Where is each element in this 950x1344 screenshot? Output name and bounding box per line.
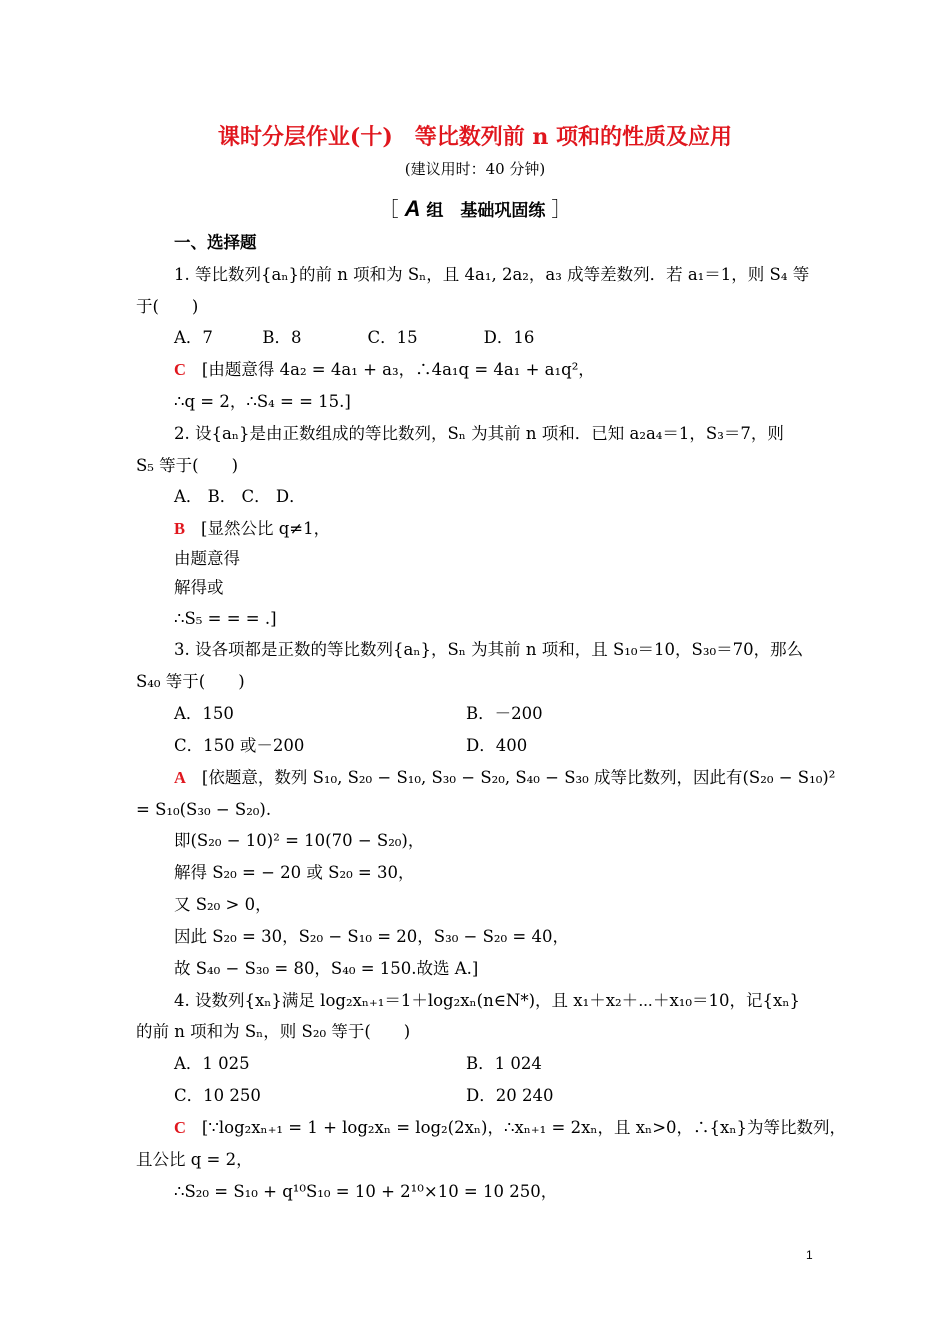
group-bracket-right: ］ — [551, 197, 572, 221]
q2-solution-text: [显然公比 q≠1， — [201, 519, 331, 538]
group-label: 组 基础巩固练 — [426, 201, 546, 221]
q3-solution-line5: 又 S₂₀ > 0， — [174, 895, 272, 914]
q3-solution-line2: = S₁₀(S₃₀ − S₂₀). — [136, 800, 272, 819]
q3-solution-line7: 故 S₄₀ − S₃₀ = 80，S₄₀ = 150.故选 A.] — [174, 959, 479, 978]
q1-solution-text: [由题意得 4a₂ = 4a₁ + a₃，∴4a₁q = 4a₁ + a₁q²， — [201, 360, 595, 379]
q2-stem-cont: S₅ 等于( ) — [136, 456, 239, 475]
q4-option-d: D．20 240 — [466, 1086, 554, 1105]
q3-stem: 3. 设各项都是正数的等比数列{aₙ}，Sₙ 为其前 n 项和，且 S₁₀＝10，S₃₀＝70，那么 — [174, 640, 804, 659]
q3-option-d: D．400 — [466, 736, 528, 755]
q3-option-row1 — [174, 703, 854, 725]
q4-stem-cont: 的前 n 项和为 Sₙ，则 S₂₀ 等于( ) — [136, 1022, 411, 1041]
q2-answer: B — [174, 519, 186, 538]
q1-answer: C — [174, 360, 186, 379]
page-number: 1 — [806, 1248, 813, 1262]
q2-solution-line4: ∴S₅ = = = .] — [174, 609, 277, 628]
q4-solution — [174, 1117, 854, 1139]
q4-stem: 4. 设数列{xₙ}满足 log₂xₙ₊₁＝1＋log₂xₙ(n∈N*)，且 x₁＋x₂＋⋯＋x₁₀＝10，记{xₙ} — [174, 991, 800, 1010]
q4-option-row1 — [174, 1053, 854, 1075]
q1-stem: 1. 等比数列{aₙ}的前 n 项和为 Sₙ，且 4a₁, 2a₂，a₃ 成等差数列．若 a₁＝1，则 S₄ 等 — [174, 265, 810, 284]
q2-solution — [174, 518, 854, 540]
q1-options: A．7 B．8 C．15 D．16 — [174, 328, 535, 347]
q4-option-c: C．10 250 — [174, 1086, 261, 1105]
group-letter: A — [404, 196, 421, 221]
q3-option-c: C．150 或－200 — [174, 736, 305, 755]
q3-option-row2 — [174, 735, 854, 757]
q3-answer: A — [174, 768, 186, 787]
q4-option-row2 — [174, 1085, 854, 1107]
q1-solution — [174, 359, 854, 381]
q2-solution-line3: 解得或 — [174, 578, 224, 597]
q4-solution-line3: ∴S₂₀ = S₁₀ + q¹⁰S₁₀ = 10 + 2¹⁰×10 = 10 250， — [174, 1182, 558, 1201]
q3-solution — [174, 767, 854, 789]
group-bracket-left: ［ — [378, 197, 399, 221]
q3-solution-line3: 即(S₂₀ − 10)² = 10(70 − S₂₀)， — [174, 831, 425, 850]
page-subtitle: (建议用时：40 分钟) — [404, 160, 546, 178]
q2-options: A． B． C． D． — [174, 487, 306, 506]
q3-solution-line4: 解得 S₂₀ = − 20 或 S₂₀ = 30， — [174, 863, 415, 882]
q4-solution-text: [∵log₂xₙ₊₁ = 1 + log₂xₙ = log₂(2xₙ)，∴xₙ₊₁ = 2xₙ，且 xₙ>0，∴{xₙ}为等比数列， — [201, 1118, 846, 1137]
q4-option-b: B．1 024 — [466, 1054, 542, 1073]
q3-option-b: B．－200 — [466, 704, 543, 723]
q4-solution-line2: 且公比 q = 2， — [136, 1150, 253, 1169]
q4-option-a: A．1 025 — [174, 1054, 250, 1073]
q3-stem-cont: S₄₀ 等于( ) — [136, 672, 245, 691]
q3-solution-line6: 因此 S₂₀ = 30，S₂₀ − S₁₀ = 20，S₃₀ − S₂₀ = 40， — [174, 927, 569, 946]
q1-solution-cont: ∴q = 2，∴S₄ = = 15.] — [174, 392, 351, 411]
page-title: 课时分层作业(十) 等比数列前 n 项和的性质及应用 — [217, 124, 733, 150]
q2-solution-line2: 由题意得 — [174, 549, 240, 568]
q2-stem: 2. 设{aₙ}是由正数组成的等比数列，Sₙ 为其前 n 项和．已知 a₂a₄＝1，S₃＝7，则 — [174, 424, 784, 443]
section-heading: 一、选择题 — [174, 233, 257, 252]
group-header — [0, 193, 950, 222]
q3-option-a: A．150 — [174, 704, 234, 723]
q4-answer: C — [174, 1118, 186, 1137]
q3-solution-text: [依题意，数列 S₁₀, S₂₀ − S₁₀, S₃₀ − S₂₀, S₄₀ − S₃₀ 成等比数列，因此有(S₂₀ − S₁₀)² — [201, 768, 836, 787]
q1-stem-cont: 于( ) — [136, 297, 199, 316]
